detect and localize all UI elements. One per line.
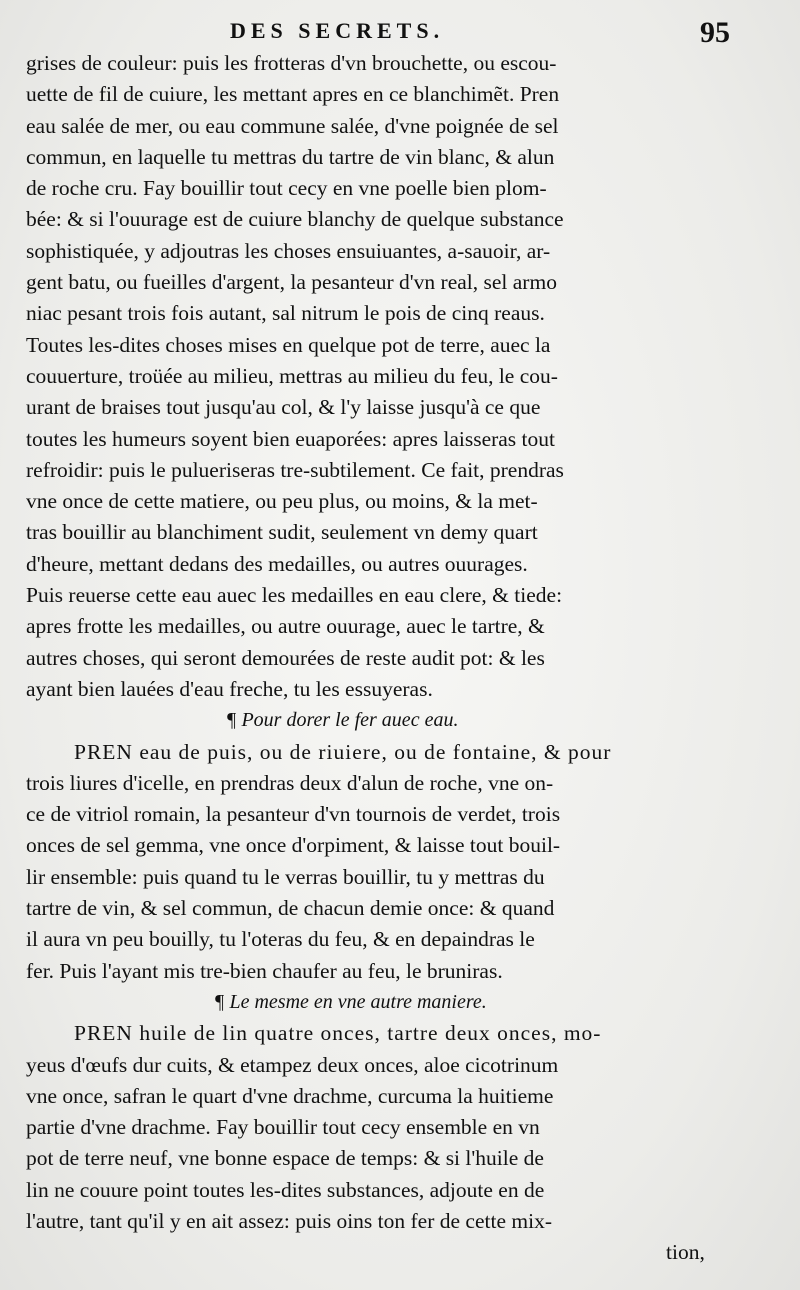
text-line: grises de couleur: puis les frotteras d'vn brouchette, ou escou- <box>26 51 557 75</box>
text-line: couuerture, troüée au milieu, mettras au milieu du feu, le cou- <box>26 363 558 388</box>
text-line: lin ne couure point toutes les-dites substances, adjoute en de <box>26 1177 545 1202</box>
text-line: il aura vn peu bouilly, tu l'oteras du feu, & en depaindras le <box>26 927 535 952</box>
text-line: fer. Puis l'ayant mis tre-bien chaufer au feu, le bruniras. <box>26 958 503 983</box>
text-line: d'heure, mettant dedans des medailles, ou autres ouurages. <box>26 551 528 576</box>
text-line: vne once de cette matiere, ou peu plus, ou moins, & la met- <box>26 489 538 514</box>
text-line: l'autre, tant qu'il y en ait assez: puis oins ton fer de cette mix- <box>26 1208 552 1233</box>
text-line: urant de braises tout jusqu'au col, & l'y laisse jusqu'à ce que <box>26 395 541 420</box>
text-line: refroidir: puis le pulueriseras tre-subtilement. Ce fait, prendras <box>26 457 564 482</box>
text-line: PREN huile de lin quatre onces, tartre deux onces, mo- <box>74 1021 602 1046</box>
text-line: ce de vitriol romain, la pesanteur d'vn tournois de verdet, trois <box>26 802 561 827</box>
text-line: trois liures d'icelle, en prendras deux d'alun de roche, vne on- <box>26 770 554 795</box>
section-heading: ¶ Pour dorer le fer auec eau. <box>226 709 459 732</box>
text-line: ayant bien lauées d'eau freche, tu les essuyeras. <box>26 676 433 701</box>
text-line: bée: & si l'ouurage est de cuiure blanchy de quelque substance <box>26 207 564 232</box>
section-heading: ¶ Le mesme en vne autre maniere. <box>214 990 487 1013</box>
text-line: Toutes les-dites choses mises en quelque pot de terre, auec la <box>26 332 551 357</box>
text-line: yeus d'œufs dur cuits, & etampez deux onces, aloe cicotrinum <box>26 1052 559 1077</box>
text-line: de roche cru. Fay bouillir tout cecy en vne poelle bien plom- <box>26 176 547 201</box>
text-line: onces de sel gemma, vne once d'orpiment, & laisse tout bouil- <box>26 833 561 858</box>
text-line: pot de terre neuf, vne bonne espace de temps: & si l'huile de <box>26 1146 544 1171</box>
body-text <box>26 48 786 1269</box>
text-line: uette de fil de cuiure, les mettant apres en ce blanchimẽt. Pren <box>26 82 560 107</box>
page-number: 95 <box>700 16 730 49</box>
text-line: tartre de vin, & sel commun, de chacun demie once: & quand <box>26 896 555 921</box>
running-head: DES SECRETS. <box>230 18 445 43</box>
text-line: PREN eau de puis, ou de riuiere, ou de fontaine, & pour <box>74 739 612 764</box>
text-line: gent batu, ou fueilles d'argent, la pesanteur d'vn real, sel armo <box>26 270 557 295</box>
text-line: Puis reuerse cette eau auec les medailles en eau clere, & tiede: <box>26 583 563 608</box>
text-line: vne once, safran le quart d'vne drachme, curcuma la huitieme <box>26 1083 554 1108</box>
text-line: autres choses, qui seront demourées de reste audit pot: & les <box>26 645 545 670</box>
text-line: apres frotte les medailles, ou autre ouurage, auec le tartre, & <box>26 614 545 639</box>
text-line: partie d'vne drachme. Fay bouillir tout cecy ensemble en vn <box>26 1115 540 1140</box>
text-line: niac pesant trois fois autant, sal nitrum le pois de cinq reaus. <box>26 301 545 326</box>
text-line: lir ensemble: puis quand tu le verras bouillir, tu y mettras du <box>26 864 545 889</box>
catchword: tion, <box>666 1240 705 1265</box>
text-line: toutes les humeurs soyent bien euaporées: apres laisseras tout <box>26 426 555 451</box>
text-line: tras bouillir au blanchiment sudit, seulement vn demy quart <box>26 520 538 545</box>
text-line: eau salée de mer, ou eau commune salée, d'vne poignée de sel <box>26 113 559 138</box>
text-line: commun, en laquelle tu mettras du tartre de vin blanc, & alun <box>26 144 555 169</box>
text-line: sophistiquée, y adjoutras les choses ensuiuantes, a-sauoir, ar- <box>26 238 551 263</box>
